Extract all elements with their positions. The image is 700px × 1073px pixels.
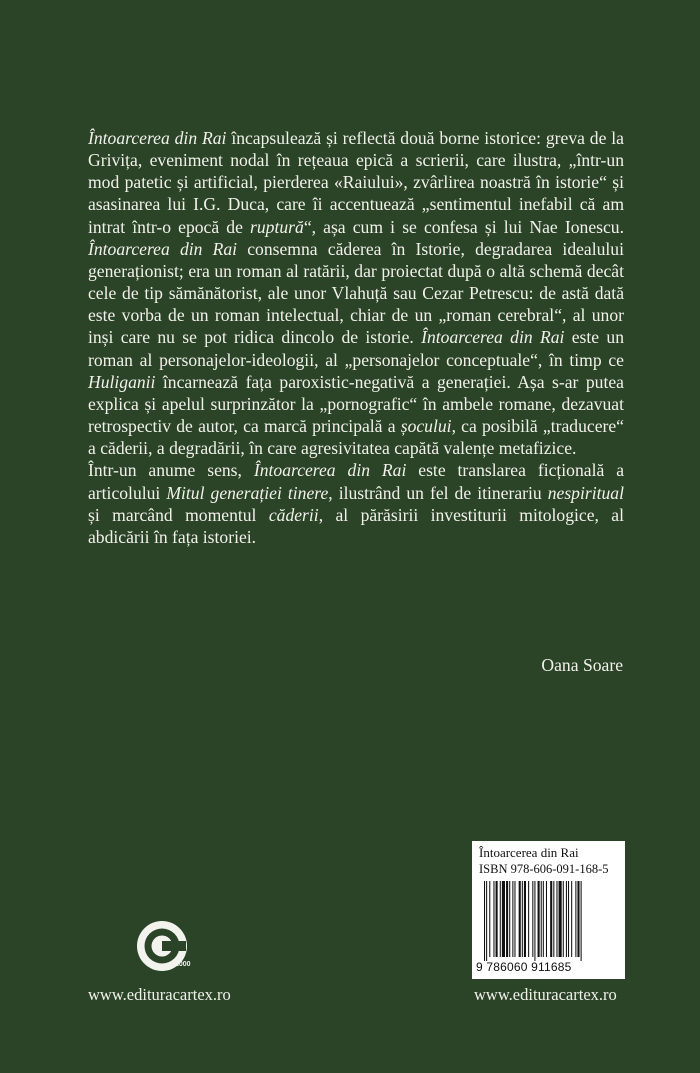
italic-phrase: Huliganii bbox=[88, 371, 156, 392]
barcode-isbn: ISBN 978-606-091-168-5 bbox=[479, 862, 609, 876]
barcode-book-title: Întoarcerea din Rai bbox=[479, 845, 579, 860]
barcode-bar bbox=[575, 881, 576, 957]
barcode-bar bbox=[541, 881, 542, 957]
barcode-bar bbox=[571, 881, 572, 957]
italic-phrase: Întoarcerea din Rai bbox=[421, 327, 565, 348]
barcode-bar bbox=[581, 881, 582, 961]
text-run: , ca posibilă „traducere“ a căderii, a degradării, în care agresivitatea capătă valențe metafizice. bbox=[88, 416, 624, 459]
logo-year: 2000 bbox=[175, 961, 191, 968]
barcode-bar bbox=[489, 881, 490, 957]
barcode-bar bbox=[538, 881, 540, 957]
barcode-bar bbox=[528, 881, 529, 957]
barcode-bar bbox=[556, 881, 557, 957]
barcode-bar bbox=[566, 881, 567, 957]
publisher-website-right: www.edituracartex.ro bbox=[474, 985, 617, 1004]
barcode-bar bbox=[546, 881, 547, 957]
italic-phrase: Întoarcerea din Rai bbox=[88, 238, 238, 259]
blurb-paragraph-1 bbox=[88, 127, 624, 459]
barcode-bar bbox=[524, 881, 526, 957]
barcode-bar bbox=[522, 881, 523, 957]
italic-phrase: căderii bbox=[268, 504, 319, 525]
italic-phrase: ruptură bbox=[250, 216, 304, 237]
blurb-paragraph-2 bbox=[88, 459, 624, 548]
barcode-bar bbox=[563, 881, 564, 957]
barcode-bar bbox=[577, 881, 579, 957]
italic-phrase: Întoarcerea din Rai bbox=[253, 460, 407, 481]
italic-phrase: Întoarcerea din Rai bbox=[88, 128, 227, 148]
barcode-bar bbox=[486, 881, 487, 961]
text-run: încapsulează și reflectă două borne istorice: greva de la Grivița, eveniment nodal în rețeaua epică a scrierii, care ilustra, „într-un mod patetic și artificial, pierderea «Raiului», zvârlirea noastră în istorie“ și asasinarea lui I.G. Duca, care îi accentuează „sentimentul inefabil că am intrat într-o epocă de bbox=[88, 128, 624, 237]
barcode-bar bbox=[553, 881, 554, 957]
barcode-bar bbox=[500, 881, 501, 957]
cartex-c-logo-icon bbox=[134, 918, 194, 978]
barcode-bar bbox=[534, 881, 535, 961]
text-run: este translarea ficțională a articolului bbox=[88, 460, 624, 503]
text-run: încarnează fața paroxistic-negativă a generației. Așa s-ar putea explica și apelul surprinzător la „pornografic“ în ambele romane, dezavuat retrospectiv de autor, ca marcă principală a bbox=[88, 371, 624, 437]
blurb-text bbox=[88, 127, 624, 548]
barcode-bar bbox=[506, 881, 508, 957]
barcode-bar bbox=[550, 881, 552, 957]
barcode-bar bbox=[543, 881, 544, 957]
barcode-bar bbox=[509, 881, 510, 957]
publisher-website-left: www.edituracartex.ro bbox=[88, 985, 231, 1004]
italic-phrase: Mitul generației tinere bbox=[166, 482, 329, 503]
author-signature: Oana Soare bbox=[541, 655, 623, 675]
text-run: Într-un anume sens, bbox=[88, 460, 254, 481]
isbn-barcode-panel bbox=[472, 841, 625, 979]
italic-phrase: nespiritual bbox=[547, 482, 624, 503]
barcode-bar bbox=[532, 881, 533, 957]
barcode-bar bbox=[568, 881, 569, 957]
barcode-bar bbox=[519, 881, 521, 957]
text-run: , ilustrând un fel de itinerariu bbox=[328, 482, 548, 503]
text-run: consemna căderea în Istorie, degradarea idealului generaționist; era un roman al ratării, dar proiectat după o altă schemă decât cele de tip sămănătorist, ale unor Vlahuță sau Cezar Petrescu: de astă dată este vorba de un roman intelectual, chiar de un „roman cerebral“, al unor inși care nu se pot ridica dincolo de istorie. bbox=[88, 238, 624, 348]
barcode-bar bbox=[559, 881, 562, 957]
barcode-bar bbox=[493, 881, 494, 957]
text-run: este un roman al personajelor-ideologii, al „personajelor conceptuale“, în timp ce bbox=[88, 327, 625, 370]
barcode-bar bbox=[514, 881, 515, 957]
barcode-bars bbox=[484, 881, 614, 961]
text-run: , al părăsirii investiturii mitologice, al abdicării în fața istoriei. bbox=[88, 504, 624, 547]
text-run: și marcând momentul bbox=[88, 504, 269, 525]
barcode-bar bbox=[512, 881, 513, 957]
italic-phrase: șocului bbox=[400, 416, 452, 437]
barcode-bar bbox=[484, 881, 485, 961]
text-run: “, așa cum i se confesa și lui Nae Ionescu. bbox=[303, 216, 624, 237]
barcode-bar bbox=[502, 881, 505, 957]
barcode-digits: 9 786060 911685 bbox=[476, 960, 572, 974]
barcode-bar bbox=[496, 881, 498, 957]
